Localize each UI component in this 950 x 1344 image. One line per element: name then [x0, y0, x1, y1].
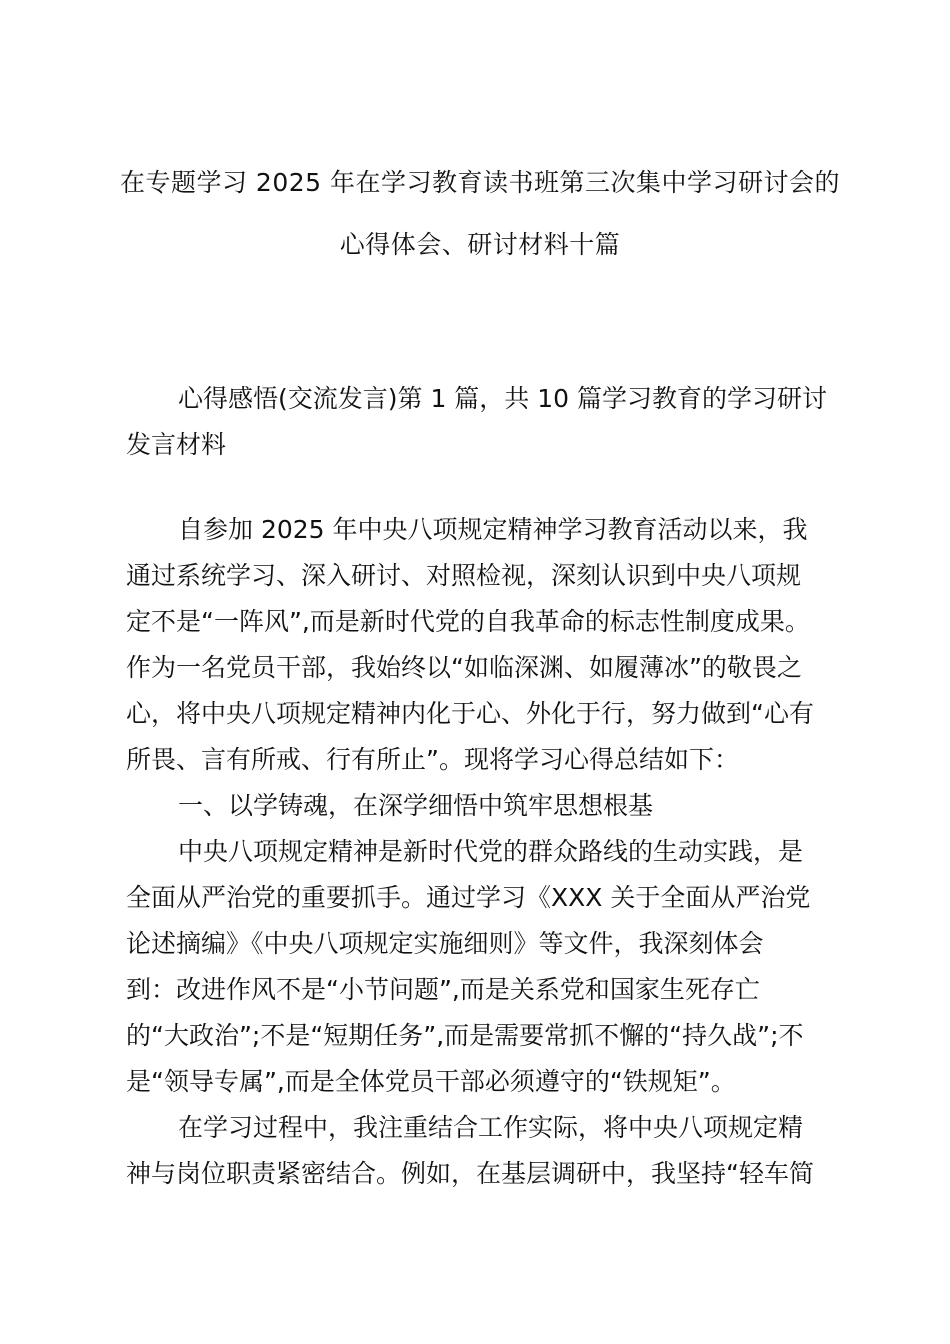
document-title — [100, 152, 860, 276]
body-line-1: 自参加 2025 年中央八项规定精神学习教育活动以来，我 — [178, 515, 808, 544]
subtitle-line-1: 心得感悟(交流发言)第 1 篇，共 10 篇学习教育的学习研讨 — [178, 384, 828, 413]
title-line-1: 在专题学习 2025 年在学习教育读书班第三次集中学习研讨会的 — [119, 168, 841, 197]
body-line-3: 定不是“一阵风”,而是新时代党的自我革命的标志性制度成果。 — [126, 607, 810, 636]
body-line-4: 作为一名党员干部，我始终以“如临深渊、如履薄冰”的敬畏之 — [126, 653, 802, 682]
body-line-5: 心，将中央八项规定精神内化于心、外化于行，努力做到“心有 — [126, 699, 814, 728]
document-subtitle — [126, 376, 846, 468]
body-line-11: 到：改进作风不是“小节问题”,而是关系党和国家生死存亡 — [126, 975, 760, 1004]
section-heading-1: 一、以学铸魂，在深学细悟中筑牢思想根基 — [178, 791, 654, 820]
body-line-14: 在学习过程中，我注重结合工作实际，将中央八项规定精 — [178, 1113, 804, 1142]
body-line-6: 所畏、言有所戒、行有所止”。现将学习心得总结如下： — [126, 745, 739, 774]
body-line-12: 的“大政治”;不是“短期任务”,而是需要常抓不懈的“持久战”;不 — [126, 1021, 804, 1050]
document-body — [126, 507, 846, 1197]
body-line-9: 全面从严治党的重要抓手。通过学习《XXX 关于全面从严治党 — [126, 883, 811, 912]
subtitle-line-2: 发言材料 — [126, 430, 227, 459]
body-line-15: 神与岗位职责紧密结合。例如，在基层调研中，我坚持“轻车简 — [126, 1159, 814, 1188]
body-line-8: 中央八项规定精神是新时代党的群众路线的生动实践，是 — [178, 837, 804, 866]
body-line-2: 通过系统学习、深入研讨、对照检视，深刻认识到中央八项规 — [126, 561, 802, 590]
title-line-2: 心得体会、研讨材料十篇 — [339, 230, 621, 259]
body-line-10: 论述摘编》《中央八项规定实施细则》等文件，我深刻体会 — [126, 929, 764, 958]
body-line-13: 是“领导专属”,而是全体党员干部必须遵守的“铁规矩”。 — [126, 1067, 736, 1096]
